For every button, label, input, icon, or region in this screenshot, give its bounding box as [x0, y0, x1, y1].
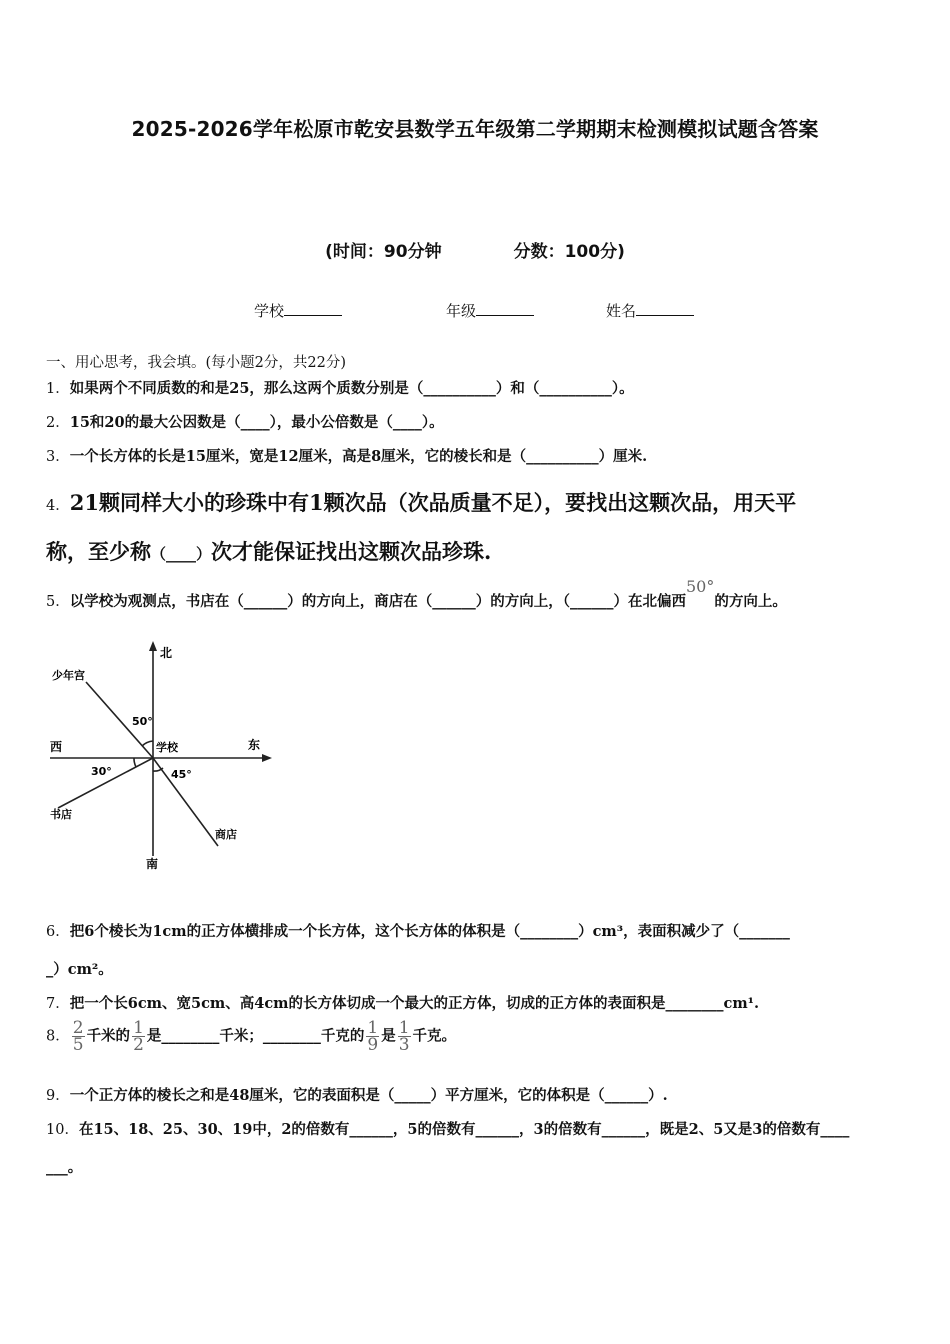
question-4-line2: 称，至少称（____）次才能保证找出这颗次品珍珠. [46, 539, 492, 564]
label-youth-palace: 少年宫 [52, 669, 85, 682]
label-school: 学校 [156, 741, 178, 754]
grade-field[interactable] [446, 300, 534, 321]
question-5: 5．以学校为观测点，书店在（______）的方向上，商店在（______）的方向上，（______）在北偏西50°的方向上。 [46, 577, 787, 610]
grade-label: 年级 [446, 302, 477, 320]
label-shop: 商店 [215, 828, 237, 841]
name-label: 姓名 [606, 302, 637, 320]
north-arrow-icon [149, 641, 157, 651]
label-south: 南 [146, 857, 159, 871]
question-1: 1．如果两个不同质数的和是25，那么这两个质数分别是（__________）和（__________）。 [46, 380, 634, 397]
question-10-line2: ___。 [46, 1159, 83, 1176]
question-7: 7．把一个长6cm、宽5cm、高4cm的长方体切成一个最大的正方体，切成的正方体的表面积是________cm¹. [46, 995, 760, 1012]
exam-time: (时间：90分钟 [325, 242, 442, 262]
school-field[interactable] [254, 300, 342, 321]
question-6-line1: 6．把6个棱长为1cm的正方体横排成一个长方体，这个长方体的体积是（________）cm³，表面积减少了（_______ [46, 923, 790, 940]
question-2: 2．15和20的最大公因数是（____），最小公倍数是（____）。 [46, 414, 444, 431]
arc-30 [134, 758, 136, 767]
label-west: 西 [50, 740, 63, 754]
section-heading: 一、用心思考，我会填。(每小题2分，共22分) [46, 355, 346, 371]
fraction-1-9: $\frac{1}{9}$ [367, 1018, 379, 1055]
label-angle-45: 45° [171, 768, 192, 781]
fraction-2-5: $\frac{2}{5}$ [72, 1018, 84, 1055]
question-9: 9．一个正方体的棱长之和是48厘米，它的表面积是（_____）平方厘米，它的体积是（______）. [46, 1087, 668, 1104]
label-bookstore: 书店 [50, 808, 72, 821]
question-8: 8． $\frac{2}{5}$ 千米的 $\frac{1}{2}$ 是________千米；________千克的 $\frac{1}{9}$ 是 $\frac{1}{3}$ 千克。 [46, 1018, 457, 1055]
label-east: 东 [248, 738, 261, 752]
fraction-1-3: $\frac{1}{3}$ [398, 1018, 410, 1055]
east-arrow-icon [262, 754, 272, 762]
question-6-line2: _）cm²。 [46, 961, 113, 978]
fraction-1-2: $\frac{1}{2}$ [133, 1018, 144, 1055]
label-angle-30: 30° [91, 765, 112, 778]
question-10-line1: 10．在15、18、25、30、19中，2的倍数有______，5的倍数有______，3的倍数有______，既是2、5又是3的倍数有____ [46, 1121, 850, 1138]
direction-diagram [46, 638, 276, 878]
question-4-line1: 4．21颗同样大小的珍珠中有1颗次品（次品质量不足），要找出这颗次品，用天平 [46, 490, 797, 515]
exam-info [0, 237, 950, 262]
page-title: 2025-2026学年松原市乾安县数学五年级第二学期期末检测模拟试题含答案 [131, 117, 819, 141]
label-north: 北 [160, 646, 173, 660]
label-angle-50: 50° [132, 715, 153, 728]
exam-score: 分数：100分) [513, 242, 625, 262]
question-3: 3．一个长方体的长是15厘米，宽是12厘米，高是8厘米，它的棱长和是（__________）厘米. [46, 448, 648, 465]
school-label: 学校 [254, 302, 285, 320]
name-field[interactable] [606, 300, 694, 321]
arc-50 [142, 741, 153, 746]
